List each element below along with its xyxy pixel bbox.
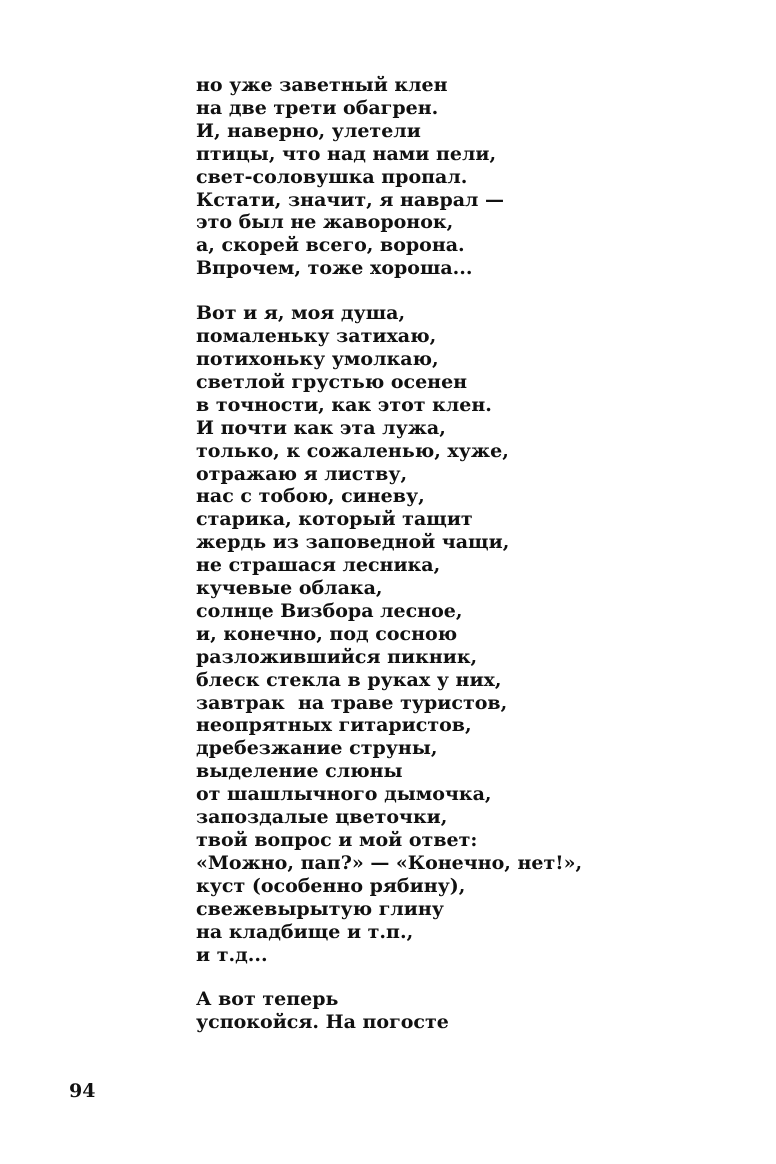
poem-line: завтрак на траве туристов, bbox=[196, 691, 508, 714]
poem-line: твой вопрос и мой ответ: bbox=[196, 829, 478, 851]
poem-line: в точности, как этот клен. bbox=[196, 393, 492, 416]
poem-line: потихоньку умолкаю, bbox=[196, 347, 439, 370]
poem-line: и т.д... bbox=[196, 943, 268, 966]
poem-line: это был не жаворонок, bbox=[196, 211, 454, 234]
poem-line: А вот теперь bbox=[196, 988, 339, 1011]
poem-line: выделение слюны bbox=[196, 760, 403, 783]
poem-line: помаленьку затихаю, bbox=[196, 325, 437, 348]
poem-line: Кстати, значит, я наврал — bbox=[196, 188, 505, 211]
stanza bbox=[196, 302, 616, 966]
poem-line: на две трети обагрен. bbox=[196, 96, 439, 119]
poem-line: разложившийся пикник, bbox=[196, 645, 478, 668]
poem-line: Впрочем, тоже хороша... bbox=[196, 257, 473, 280]
poem-line: только, к сожаленью, хуже, bbox=[196, 439, 509, 462]
poem-line: но уже заветный клен bbox=[196, 74, 448, 96]
stanza bbox=[196, 74, 616, 280]
poem-line: жердь из заповедной чащи, bbox=[196, 531, 510, 554]
page-number: 94 bbox=[69, 1080, 96, 1102]
poem-line: свежевырытую глину bbox=[196, 897, 444, 920]
poem-line: а, скорей всего, ворона. bbox=[196, 234, 465, 257]
poem-line: успокойся. На погосте bbox=[196, 1011, 449, 1034]
poem-line: «Можно, пап?» — «Конечно, нет!», bbox=[196, 851, 583, 874]
poem-line: отражаю я листву, bbox=[196, 462, 408, 485]
poem-line: блеск стекла в руках у них, bbox=[196, 668, 502, 691]
poem-line: солнце Визбора лесное, bbox=[196, 599, 463, 622]
poem-line: птицы, что над нами пели, bbox=[196, 142, 497, 165]
poem-line: И, наверно, улетели bbox=[196, 119, 421, 142]
poem-line: от шашлычного дымочка, bbox=[196, 783, 492, 806]
poem-text bbox=[196, 74, 616, 1056]
poem-line: И почти как эта лужа, bbox=[196, 416, 446, 439]
poem-line: светлой грустью осенен bbox=[196, 370, 468, 393]
poem-line: Вот и я, моя душа, bbox=[196, 302, 406, 325]
poem-line: запоздалые цветочки, bbox=[196, 806, 448, 829]
poem-line: свет-соловушка пропал. bbox=[196, 165, 468, 188]
poem-line: неопрятных гитаристов, bbox=[196, 714, 472, 737]
poem-line: нас с тобою, синеву, bbox=[196, 485, 425, 508]
poem-line: и, конечно, под сосною bbox=[196, 622, 458, 645]
poem-line: не страшася лесника, bbox=[196, 554, 441, 577]
poem-line: на кладбище и т.п., bbox=[196, 920, 414, 943]
poem-line: дребезжание струны, bbox=[196, 737, 438, 760]
stanza bbox=[196, 988, 616, 1034]
poem-line: кучевые облака, bbox=[196, 577, 383, 600]
poem-line: куст (особенно рябину), bbox=[196, 874, 466, 897]
poem-line: старика, который тащит bbox=[196, 508, 473, 531]
